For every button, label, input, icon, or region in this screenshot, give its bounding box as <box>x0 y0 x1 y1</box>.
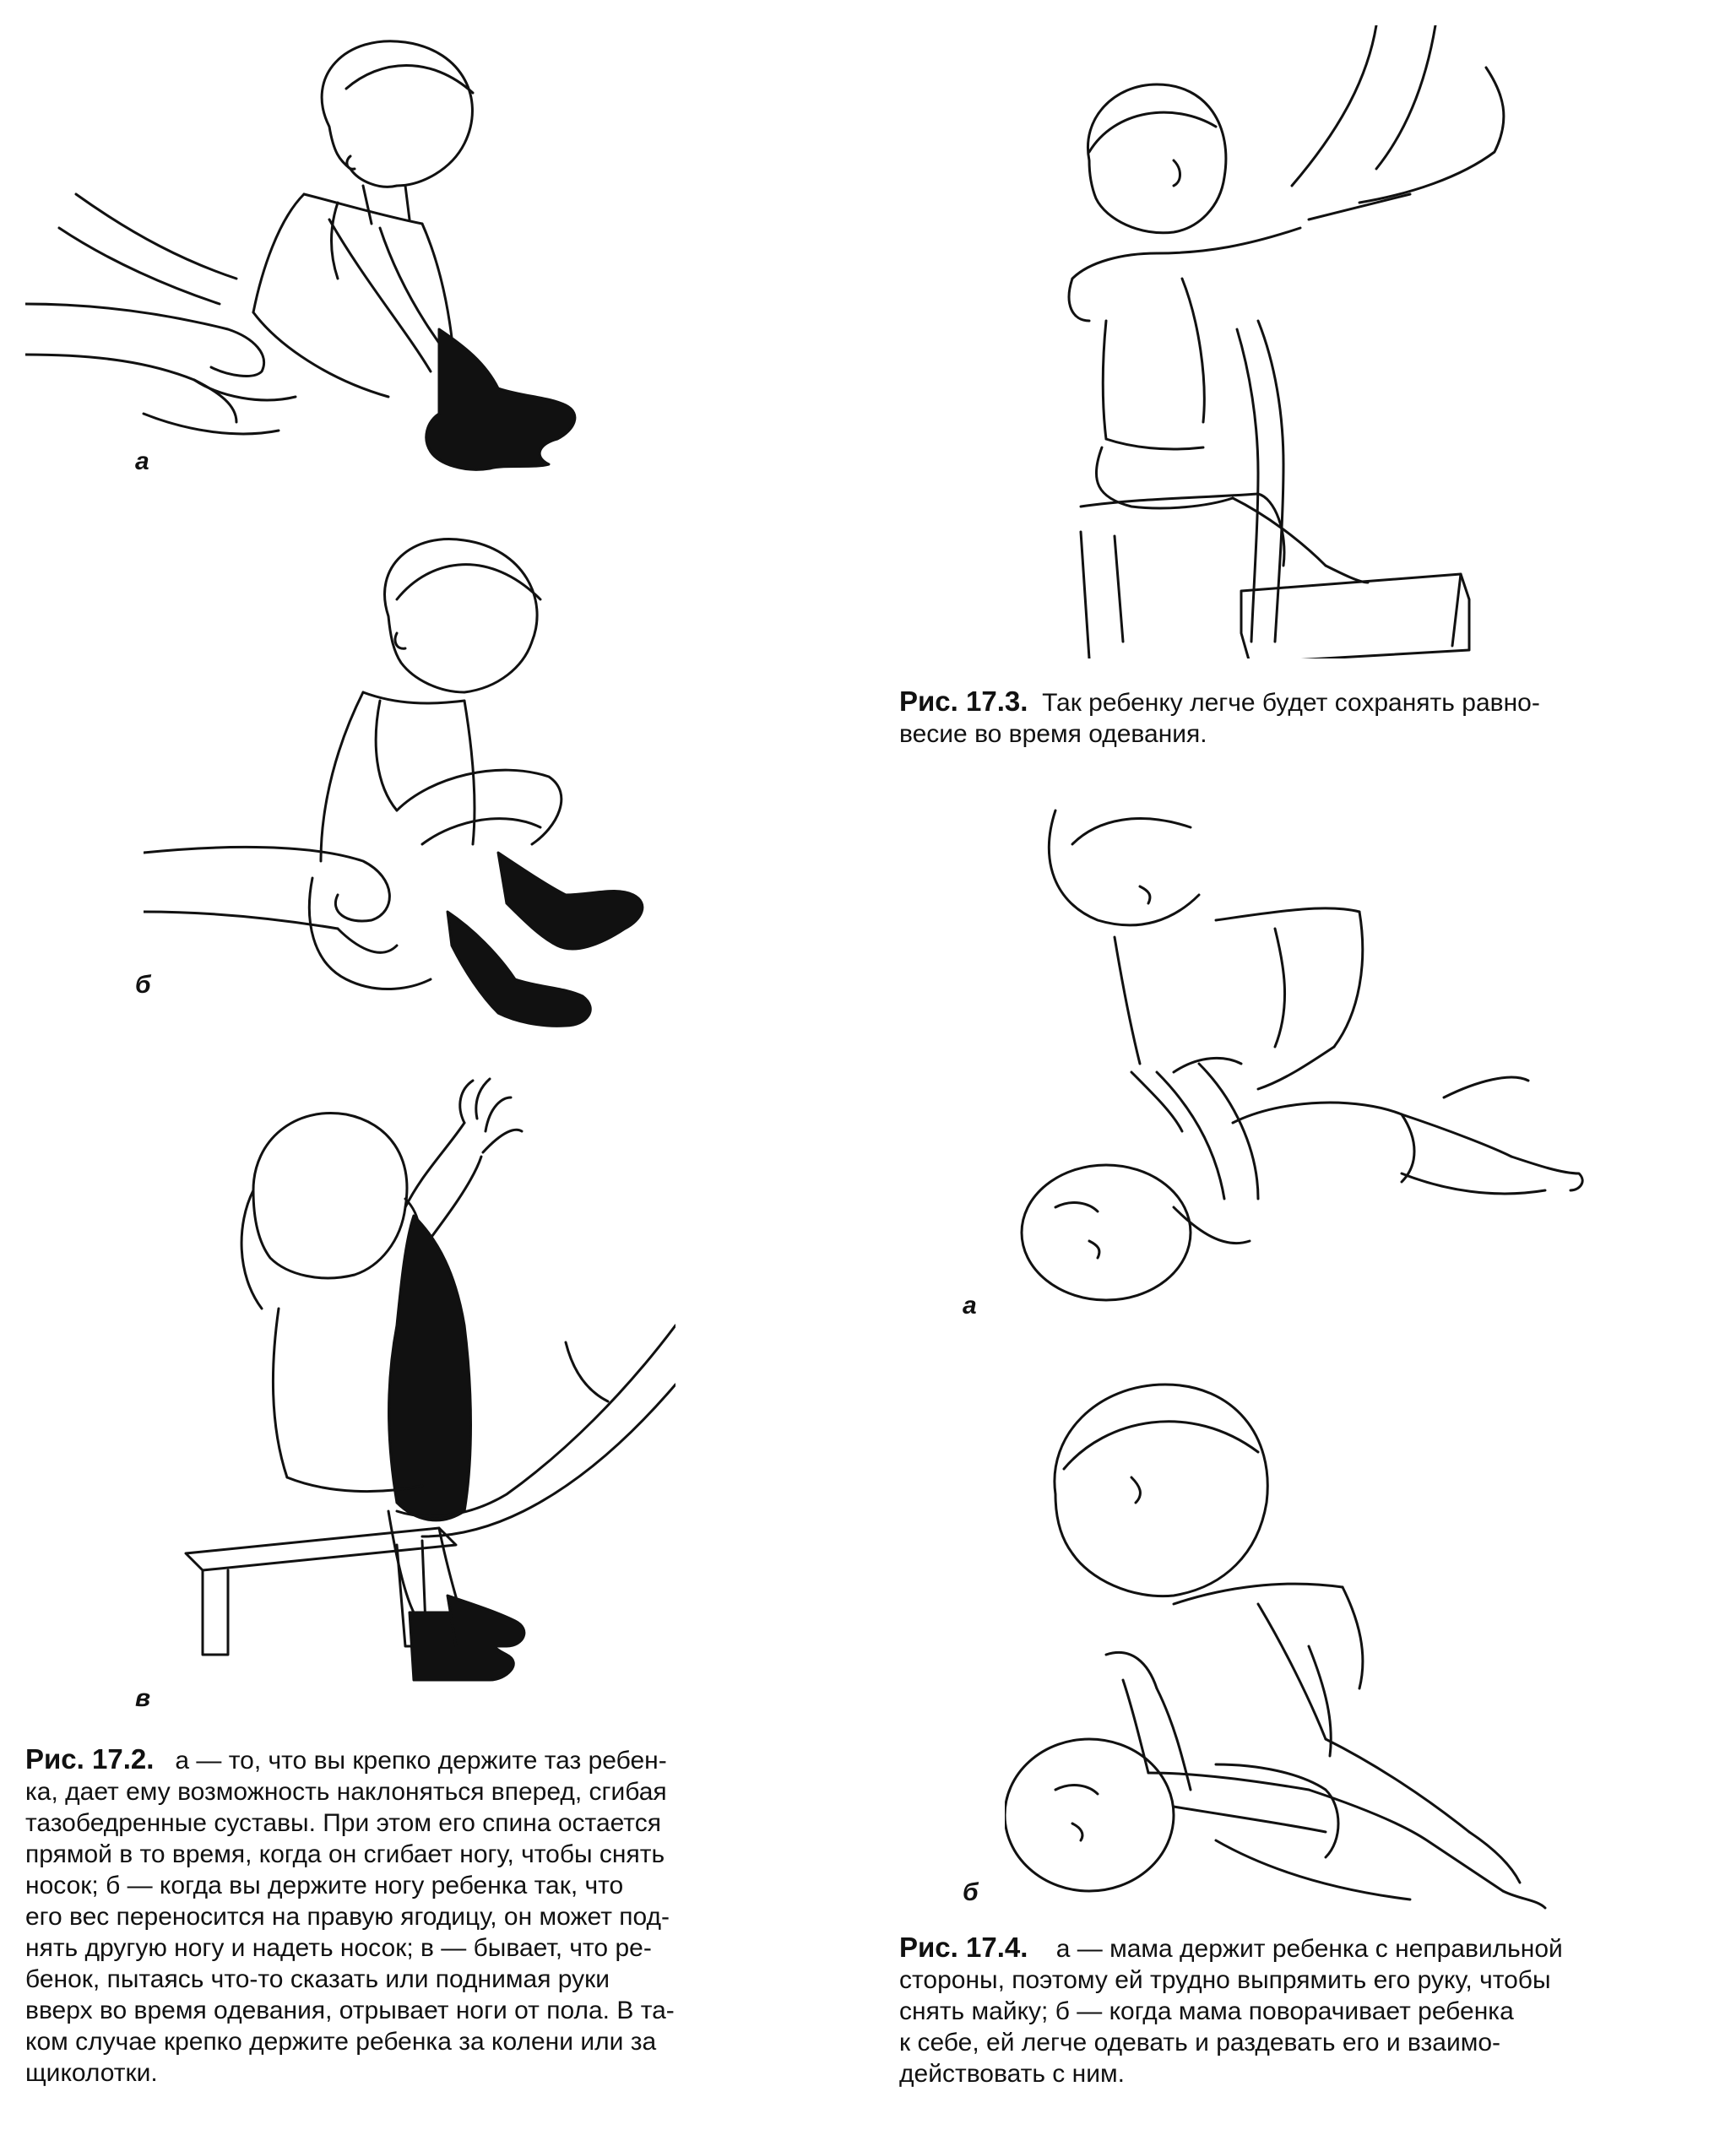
illustration-mother-facing-baby <box>1005 1368 1613 1916</box>
caption-line: ка, дает ему возможность наклоняться вперед, сгибая <box>25 1778 667 1806</box>
caption-line: бенок, пытаясь что-то сказать или поднимая руки <box>25 1965 610 1993</box>
caption-line: ком случае крепко держите ребенка за колени или за <box>25 2028 657 2056</box>
panel-letter-v: в <box>135 1684 151 1712</box>
panel-letter-a: а <box>135 447 149 475</box>
illustration-child-removing-sock <box>25 25 616 481</box>
caption-line: стороны, поэтому ей трудно выпрямить его руку, чтобы <box>899 1966 1551 1994</box>
caption-line: вверх во время одевания, отрывает ноги от пола. В та- <box>25 1997 675 2024</box>
caption-line: снять майку; б — когда мама поворачивает ребенка <box>899 1997 1514 2025</box>
illustration-child-on-chair-with-footrest <box>1055 25 1520 658</box>
caption-line: прямой в то время, когда он сгибает ногу, чтобы снять <box>25 1840 665 1868</box>
panel-letter-b: б <box>963 1878 979 1906</box>
caption-number: Рис. 17.3. <box>899 686 1028 717</box>
caption-figure-17-2 <box>25 1743 815 2089</box>
caption-line: а — то, что вы крепко держите таз ребен- <box>175 1747 667 1775</box>
illustration-child-on-stool-raising-arms <box>169 1072 675 1697</box>
caption-line: весие во время одевания. <box>899 720 1207 748</box>
caption-figure-17-4 <box>899 1932 1701 2089</box>
caption-line: к себе, ей легче одевать и раздевать его и взаимо- <box>899 2029 1501 2057</box>
caption-line: действовать с ним. <box>899 2060 1125 2088</box>
caption-figure-17-3 <box>899 686 1701 750</box>
panel-letter-a: а <box>963 1292 977 1320</box>
caption-line: тазобедренные суставы. При этом его спина остается <box>25 1809 661 1837</box>
caption-number: Рис. 17.4. <box>899 1932 1028 1963</box>
caption-line: его вес переносится на правую ягодицу, он может под- <box>25 1903 670 1931</box>
illustration-child-putting-on-sock <box>144 523 718 1030</box>
caption-line: щиколотки. <box>25 2059 158 2087</box>
caption-line: нять другую ногу и надеть носок; в — бывает, что ре- <box>25 1934 652 1962</box>
panel-letter-b: б <box>135 971 151 999</box>
caption-line: а — мама держит ребенка с неправильной <box>1055 1935 1563 1963</box>
caption-line: носок; б — когда вы держите ногу ребенка так, что <box>25 1872 624 1899</box>
illustration-mother-dressing-baby-wrong-side <box>1005 794 1596 1334</box>
caption-line: Так ребенку легче будет сохранять равно- <box>1042 689 1540 717</box>
caption-number: Рис. 17.2. <box>25 1743 155 1775</box>
